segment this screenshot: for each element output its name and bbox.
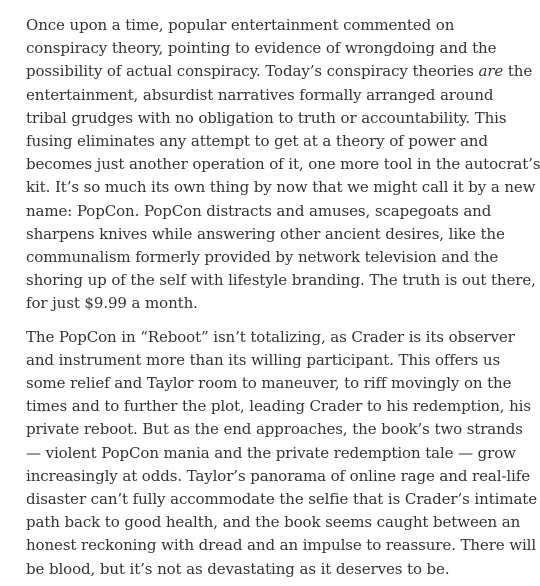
text-line [26, 269, 536, 292]
text-segment: and instrument more than its willing participant. This offers us [26, 350, 501, 369]
text-line [26, 200, 504, 223]
text-segment: tribal grudges with no obligation to truth or accountability. This [26, 108, 507, 127]
text-line [26, 153, 540, 176]
text-line [26, 558, 504, 581]
text-line [26, 176, 536, 199]
text-line [26, 465, 530, 488]
emphasized-text: are [478, 62, 504, 81]
text-segment: — violent PopCon mania and the private redemption tale — grow [26, 443, 516, 462]
text-segment: The PopCon in “Reboot” isn’t totalizing, as Crader is its observer [26, 327, 515, 346]
text-segment: increasingly at odds. Taylor’s panorama of online rage and real-life [26, 466, 530, 485]
text-line [26, 349, 504, 372]
text-line [26, 418, 523, 441]
text-line [26, 292, 504, 315]
text-segment: entertainment, absurdist narratives formally arranged around [26, 85, 494, 104]
text-line [26, 223, 504, 246]
text-segment: for just $9.99 a month. [26, 294, 198, 313]
text-line [26, 14, 504, 37]
text-line [26, 60, 533, 83]
text-segment: communalism formerly provided by network television and the [26, 248, 499, 267]
text-line [26, 442, 516, 465]
text-line [26, 395, 531, 418]
text-segment: times and to further the plot, leading Crader to his redemption, his [26, 397, 531, 416]
text-segment: fusing eliminates any attempt to get at a theory of power and [26, 132, 488, 151]
text-segment: shoring up of the self with lifestyle branding. The truth is out there, [26, 271, 536, 290]
text-segment: the [503, 62, 533, 81]
text-segment: conspiracy theory, pointing to evidence of wrongdoing and the [26, 39, 497, 58]
text-segment: name: PopCon. PopCon distracts and amuses, scapegoats and [26, 201, 492, 220]
text-segment: becomes just another operation of it, one more tool in the autocrat’s [26, 155, 540, 174]
text-segment: be blood, but it’s not as devastating as it deserves to be. [26, 559, 450, 578]
text-segment: some relief and Taylor room to maneuver, to riff movingly on the [26, 374, 512, 393]
text-line [26, 84, 504, 107]
text-segment: disaster can’t fully accommodate the selfie that is Crader’s intimate [26, 490, 537, 509]
text-line [26, 130, 504, 153]
text-segment: honest reckoning with dread and an impulse to reassure. There will [26, 536, 537, 555]
text-line [26, 326, 515, 349]
text-segment: sharpens knives while answering other ancient desires, like the [26, 224, 505, 243]
text-line [26, 372, 512, 395]
text-line [26, 107, 507, 130]
text-segment: kit. It’s so much its own thing by now that we might call it by a new [26, 178, 536, 197]
text-segment: path back to good health, and the book seems caught between an [26, 513, 521, 532]
article-paragraph [26, 14, 540, 316]
text-line [26, 488, 537, 511]
text-segment: Once upon a time, popular entertainment commented on [26, 16, 455, 34]
article-paragraph [26, 326, 537, 581]
text-line [26, 246, 504, 269]
text-line [26, 511, 521, 534]
text-segment: private reboot. But as the end approaches, the book’s two strands [26, 420, 523, 439]
text-segment: possibility of actual conspiracy. Today’s conspiracy theories [26, 62, 479, 81]
text-line [26, 37, 504, 60]
text-line [26, 534, 537, 557]
